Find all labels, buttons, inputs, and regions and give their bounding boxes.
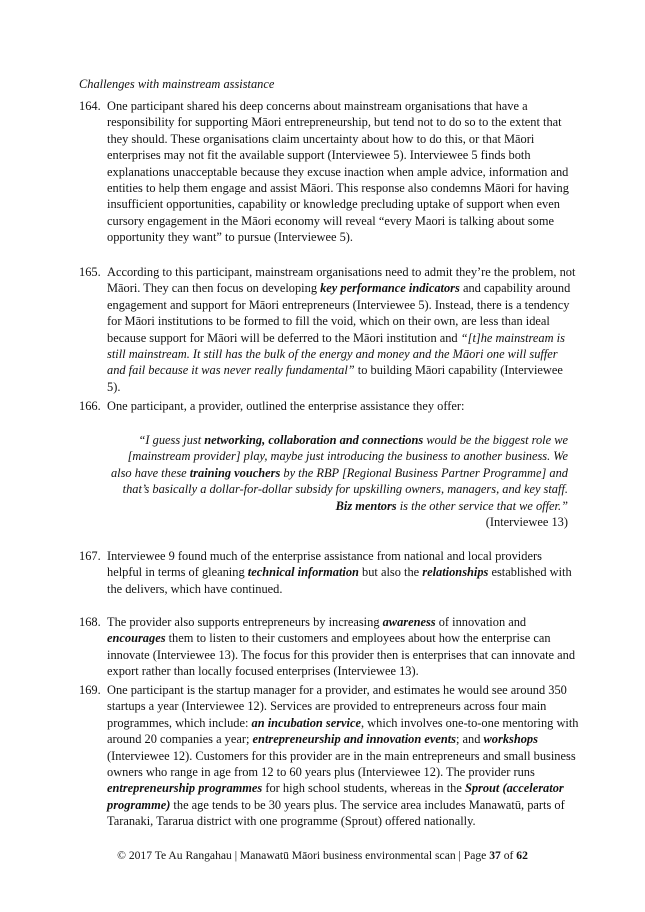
emphasized-text: awareness (382, 615, 436, 629)
block-quote (110, 432, 568, 530)
paragraph-number: 166. (79, 399, 101, 413)
quote-text (110, 432, 568, 514)
text-run: established with the delivers, which have continued. (107, 565, 572, 596)
paragraph-169 (79, 682, 579, 830)
footer-page-total: 62 (516, 849, 528, 862)
text-run: Interviewee 9 found much of the enterprise assistance from national and local providers helpful in terms of gleaning (107, 549, 542, 580)
paragraph-number: 164. (79, 99, 101, 113)
footer-page-number: 37 (489, 849, 501, 862)
text-run: but also the (358, 565, 423, 580)
text-run: and capability around engagement and support for Māori entrepreneurs (Interviewee 5). Instead, there is a tendency for Māori institutions to be formed to fill the void, which on their own, are less than ideal because support for Māori will be deferred to the Māori institution and (107, 281, 571, 345)
paragraph-text (107, 98, 579, 246)
text-run: One participant, a provider, outlined the enterprise assistance they offer: (107, 399, 465, 413)
italic-text: “I guess just (138, 433, 205, 447)
footer-text: © 2017 Te Au Rangahau | Manawatū Māori business environmental scan | Page (117, 849, 490, 862)
text-run: One participant shared his deep concerns about mainstream organisations that have a responsibility for supporting Māori entrepreneurship, but tend not to do so to the extent that they should. These organisations claim uncertainty about how to do this, or that Māori enterprises may not fit the available support (Interviewee 5). Interviewee 5 finds both explanations unacceptable because they excuse inaction when ample advice, information and entities to help them engage and assist Māori. This response also condemns Māori for having insufficient opportunities, capability or knowledge precluding uptake of support when even cursory engagement in the Māori economy will reveal “every Maori is talking about some opportunity they want” to pursue (Interviewee 5). (107, 99, 569, 245)
paragraph-number: 168. (79, 615, 101, 629)
text-run: One participant is the startup manager for a provider, and estimates he would see around 350 startups a year (Interviewee 12). Services are provided to entrepreneurs across four main programmes, which include: (107, 683, 567, 730)
paragraph-text (107, 264, 579, 395)
text-run: The provider also supports entrepreneurs by increasing (107, 615, 383, 629)
emphasized-text: entrepreneurship and innovation events (252, 732, 456, 747)
section-heading: Challenges with mainstream assistance (79, 77, 275, 91)
emphasized-text: key performance indicators (320, 281, 460, 296)
paragraph-number: 169. (79, 683, 101, 697)
emphasized-text: entrepreneurship programmes (107, 781, 263, 796)
italic-text: “[t]he mainstream is still mainstream. It still has the bulk of the energy and money and the Māori one will suffer and fail because it was never really fundamental” (107, 330, 565, 378)
paragraph-166 (79, 398, 579, 414)
footer-of: of (500, 849, 517, 862)
text-run: of innovation and (435, 615, 527, 629)
paragraph-number: 167. (79, 549, 101, 563)
paragraph-number: 165. (79, 265, 101, 279)
emphasized-text: encourages (107, 631, 166, 646)
paragraph-text (107, 682, 579, 830)
paragraph-164 (79, 98, 579, 246)
text-run: for high school students, whereas in the (262, 781, 465, 796)
paragraph-text (107, 614, 579, 680)
text-run: them to listen to their customers and employees about how the enterprise can innovate (Interviewee 13). The focus for this provider then is enterprises that can innovate and export rather than locally focused enterprises (Interviewee 13). (107, 631, 576, 679)
emphasized-text: Sprout (accelerator programme) (107, 781, 564, 812)
text-run: ; and (456, 732, 484, 747)
emphasized-text: an incubation service (251, 715, 361, 730)
text-run: , which involves one-to-one mentoring with around 20 companies a year; (107, 715, 579, 747)
paragraph-168 (79, 614, 579, 680)
emphasized-text: workshops (483, 732, 538, 747)
emphasized-text: technical information (247, 565, 359, 580)
paragraph-165 (79, 264, 579, 395)
italic-text: by the RBP [Regional Business Partner Programme] and that’s basically a dollar-for-dollar subsidy for upskilling owners, managers, and key staff. (122, 465, 568, 497)
text-run: to building Māori capability (Interviewee 5). (107, 363, 563, 394)
quote-citation: (Interviewee 13) (485, 515, 568, 530)
paragraph-text (107, 548, 579, 597)
italic-text: is the other service that we offer.” (396, 498, 568, 513)
emphasized-text: training vouchers (189, 465, 281, 480)
emphasized-text: networking, collaboration and connections (204, 433, 424, 447)
page-footer (0, 848, 645, 864)
italic-text: would be the biggest role we [mainstream provider] play, maybe just introducing the business to another business. We also have these (110, 433, 568, 480)
emphasized-text: Biz mentors (335, 498, 397, 513)
paragraph-167 (79, 548, 579, 597)
text-run: According to this participant, mainstream organisations need to admit they’re the problem, not Māori. They can then focus on developing (107, 265, 576, 296)
text-run: (Interviewee 12). Customers for this provider are in the main entrepreneurs and small business owners who range in age from 12 to 60 years plus (Interviewee 12). The provider runs (107, 748, 576, 780)
text-run: the age tends to be 30 years plus. The service area includes Manawatū, parts of Taranaki, Tararua district with one programme (Sprout) offered nationally. (107, 797, 565, 829)
paragraph-text (107, 398, 579, 414)
emphasized-text: relationships (422, 565, 489, 580)
